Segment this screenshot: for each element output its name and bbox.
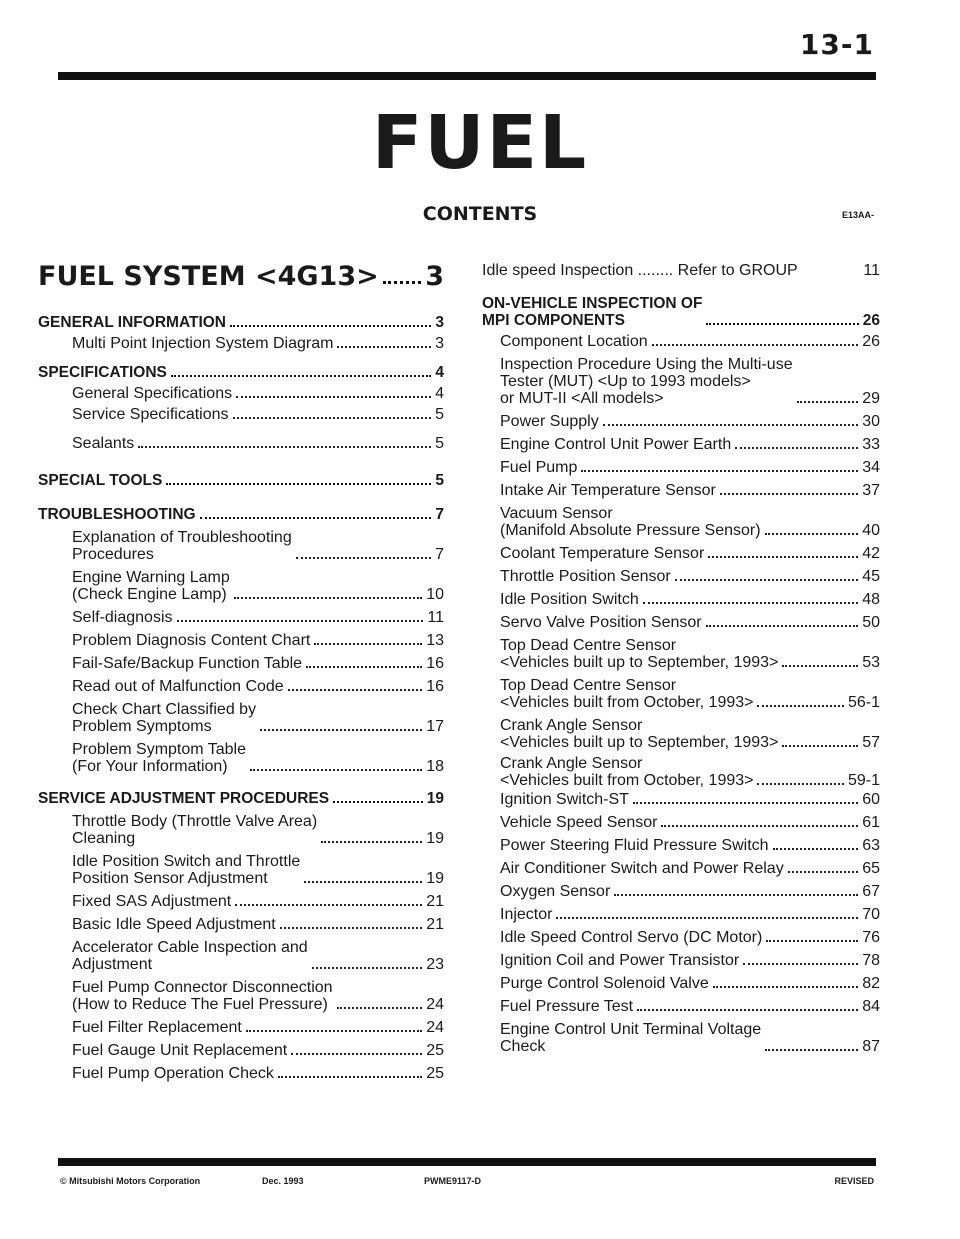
toc-entry-title: Vehicle Speed Sensor <box>500 814 658 831</box>
dot-leader <box>661 824 858 827</box>
toc-entry <box>38 472 444 489</box>
dot-leader <box>643 601 858 604</box>
toc-entry <box>38 569 444 603</box>
toc-entry <box>38 916 444 933</box>
toc-entry-page: 29 <box>862 390 880 407</box>
toc-entry <box>482 356 880 407</box>
toc-entry-title: Check Chart Classified by Problem Symptoms <box>72 701 257 735</box>
toc-entry <box>38 335 444 352</box>
toc-entry <box>38 506 444 523</box>
dot-leader <box>291 1052 422 1055</box>
toc-entry-page: 16 <box>426 655 444 672</box>
dot-leader <box>260 728 422 731</box>
toc-entry <box>482 459 880 476</box>
dot-leader <box>797 400 859 403</box>
toc-entry-title: Crank Angle Sensor <Vehicles built up to September, 1993> <box>500 717 779 751</box>
dot-leader <box>200 516 432 519</box>
toc-entry-page: 3 <box>435 314 444 331</box>
dot-leader <box>782 664 858 667</box>
toc-entry-page: 19 <box>426 790 444 807</box>
toc-entry-title: Basic Idle Speed Adjustment <box>72 916 276 933</box>
toc-entry-page: 7 <box>435 546 444 563</box>
toc-entry <box>38 609 444 626</box>
toc-entry-page: 48 <box>862 591 880 608</box>
toc-entry <box>38 1042 444 1059</box>
toc-entry-page: 42 <box>862 545 880 562</box>
dot-leader <box>603 423 858 426</box>
toc-entry <box>482 614 880 631</box>
toc-entry-page: 4 <box>435 364 444 381</box>
toc-entry-title: Fuel Pump Operation Check <box>72 1065 274 1082</box>
toc-entry-page: 19 <box>426 870 444 887</box>
toc-entry-page: 25 <box>426 1042 444 1059</box>
toc-entry-title: GENERAL INFORMATION <box>38 314 227 331</box>
dot-leader <box>773 847 859 850</box>
toc-entry <box>482 505 880 539</box>
toc-entry <box>482 717 880 751</box>
toc-entry-title: Accelerator Cable Inspection and Adjustment <box>72 939 308 973</box>
toc-entry-title: Self-diagnosis <box>72 609 173 626</box>
dot-leader <box>233 416 432 419</box>
dot-leader <box>637 1008 858 1011</box>
toc-entry-title: Fuel Pump <box>500 459 578 476</box>
toc-entry-title: Ignition Switch-ST <box>500 791 629 808</box>
toc-entry-page: 65 <box>862 860 880 877</box>
toc-entry <box>38 678 444 695</box>
toc-entry-title: Engine Control Unit Terminal Voltage Check <box>500 1021 762 1055</box>
toc-entry-page: 11 <box>427 609 444 626</box>
dot-leader <box>288 688 423 691</box>
dot-leader <box>788 870 859 873</box>
dot-leader <box>234 596 422 599</box>
toc-entry-page: 21 <box>426 893 444 910</box>
toc-entry-page: 4 <box>435 385 444 402</box>
toc-entry-title: Component Location <box>500 333 648 350</box>
toc-entry-title: Oxygen Sensor <box>500 883 611 900</box>
bottom-rule <box>58 1158 876 1166</box>
dot-leader <box>280 926 423 929</box>
toc-entry-page: 87 <box>862 1038 880 1055</box>
dot-leader <box>278 1075 422 1078</box>
toc-entry-title: General Specifications <box>72 385 233 402</box>
toc-entry-title: Top Dead Centre Sensor <Vehicles built up to September, 1993> <box>500 637 779 671</box>
toc-entry <box>482 883 880 900</box>
toc-entry-title: Read out of Malfunction Code <box>72 678 284 695</box>
footer-date: Dec. 1993 <box>262 1176 304 1186</box>
toc-entry-page: 60 <box>862 791 880 808</box>
toc-entry <box>38 364 444 381</box>
toc-entry <box>38 262 444 292</box>
toc-entry-page: 78 <box>862 952 880 969</box>
toc-entry <box>482 837 880 854</box>
toc-entry-page: 11 <box>863 262 880 279</box>
dot-leader <box>171 374 431 377</box>
dot-leader <box>802 274 860 275</box>
toc-entry-page: 3 <box>435 335 444 352</box>
footer-status: REVISED <box>834 1176 874 1186</box>
toc-entry-page: 19 <box>426 830 444 847</box>
dot-leader <box>708 555 858 558</box>
toc-right-column <box>482 262 880 1055</box>
toc-entry-page: 67 <box>862 883 880 900</box>
toc-entry-title: Idle Position Switch and Throttle Position Sensor Adjustment <box>72 853 301 887</box>
toc-entry <box>38 1019 444 1036</box>
toc-entry-page: 3 <box>425 261 444 292</box>
toc-entry-title: Ignition Coil and Power Transistor <box>500 952 740 969</box>
footer-copyright: © Mitsubishi Motors Corporation <box>60 1176 201 1186</box>
toc-entry-page: 17 <box>426 718 444 735</box>
dot-leader <box>633 801 858 804</box>
toc-entry-title: Vacuum Sensor (Manifold Absolute Pressure Sensor) <box>500 505 761 539</box>
dot-leader <box>757 782 843 785</box>
top-rule <box>58 72 876 80</box>
toc-entry <box>482 677 880 711</box>
toc-entry-page: 21 <box>426 916 444 933</box>
toc-entry-page: 5 <box>435 406 444 423</box>
dot-leader <box>766 939 858 942</box>
toc-entry-page: 30 <box>862 413 880 430</box>
toc-entry-page: 24 <box>426 1019 444 1036</box>
dot-leader <box>321 840 422 843</box>
toc-entry-title: Sealants <box>72 435 135 452</box>
toc-entry <box>38 1065 444 1082</box>
dot-leader <box>735 446 858 449</box>
dot-leader <box>230 324 431 327</box>
toc-entry-title: Multi Point Injection System Diagram <box>72 335 334 352</box>
toc-entry <box>482 637 880 671</box>
toc-entry-page: 25 <box>426 1065 444 1082</box>
toc-entry-page: 26 <box>862 312 880 329</box>
toc-entry <box>38 701 444 735</box>
toc-entry-page: 70 <box>862 906 880 923</box>
dot-leader <box>304 880 422 883</box>
toc-entry-title: Inspection Procedure Using the Multi-use Tester (MUT) <Up to 1993 models> or MUT-II <All models> <box>500 356 793 407</box>
toc-entry-title: Power Supply <box>500 413 599 430</box>
toc-entry-page: 18 <box>426 758 444 775</box>
toc-entry-title: ON-VEHICLE INSPECTION OF MPI COMPONENTS <box>482 295 703 329</box>
toc-entry-title: Explanation of Troubleshooting Procedures <box>72 529 292 563</box>
toc-entry-page: 84 <box>862 998 880 1015</box>
dot-leader <box>235 903 422 906</box>
toc-entry <box>38 790 444 807</box>
toc-entry <box>482 568 880 585</box>
toc-entry <box>482 906 880 923</box>
toc-entry-page: 5 <box>435 435 444 452</box>
toc-entry-title: FUEL SYSTEM <4G13> <box>38 261 379 292</box>
toc-entry-title: Service Specifications <box>72 406 229 423</box>
dot-leader <box>314 642 422 645</box>
dot-leader <box>383 280 421 284</box>
toc-entry-title: Throttle Body (Throttle Valve Area) Cleaning <box>72 813 318 847</box>
toc-entry <box>482 952 880 969</box>
toc-entry-title: Fuel Filter Replacement <box>72 1019 242 1036</box>
toc-entry-title: Idle Speed Control Servo (DC Motor) <box>500 929 763 946</box>
toc-entry-title: SERVICE ADJUSTMENT PROCEDURES <box>38 790 330 807</box>
contents-heading: CONTENTS <box>422 203 538 225</box>
toc-entry <box>482 436 880 453</box>
toc-entry <box>482 1021 880 1055</box>
toc-entry-title: Idle Position Switch <box>500 591 639 608</box>
toc-entry-page: 5 <box>435 472 444 489</box>
toc-entry-page: 45 <box>862 568 880 585</box>
toc-entry <box>38 314 444 331</box>
toc-entry-title: Engine Warning Lamp (Check Engine Lamp) <box>72 569 230 603</box>
toc-entry-title: Injector <box>500 906 553 923</box>
dot-leader <box>720 492 858 495</box>
toc-entry-title: Fixed SAS Adjustment <box>72 893 232 910</box>
dot-leader <box>166 482 431 485</box>
dot-leader <box>177 619 424 622</box>
page-number: 13-1 <box>799 28 874 61</box>
dot-leader <box>556 916 858 919</box>
toc-entry <box>482 333 880 350</box>
toc-entry-page: 76 <box>862 929 880 946</box>
toc-entry <box>482 591 880 608</box>
toc-entry <box>482 860 880 877</box>
toc-entry-title: Problem Symptom Table (For Your Information) <box>72 741 246 775</box>
dot-leader <box>337 345 431 348</box>
dot-leader <box>333 800 423 803</box>
toc-entry-title: Fuel Pressure Test <box>500 998 634 1015</box>
toc-entry-title: TROUBLESHOOTING <box>38 506 196 523</box>
toc-entry <box>38 632 444 649</box>
toc-entry <box>38 979 444 1013</box>
toc-entry <box>38 529 444 563</box>
toc-entry <box>482 545 880 562</box>
toc-entry-page: 24 <box>426 996 444 1013</box>
footer-code: PWME9117-D <box>424 1176 482 1186</box>
toc-entry <box>482 295 880 329</box>
toc-entry-page: 53 <box>862 654 880 671</box>
dot-leader <box>138 445 431 448</box>
toc-entry-title: Top Dead Centre Sensor <Vehicles built from October, 1993> <box>500 677 754 711</box>
chapter-title: FUEL <box>371 100 589 186</box>
toc-entry <box>482 755 880 789</box>
dot-leader <box>250 768 422 771</box>
toc-entry-page: 10 <box>426 586 444 603</box>
dot-leader <box>652 343 859 346</box>
toc-entry-page: 34 <box>862 459 880 476</box>
toc-entry-page: 50 <box>862 614 880 631</box>
toc-entry-title: SPECIAL TOOLS <box>38 472 163 489</box>
toc-entry-title: Throttle Position Sensor <box>500 568 671 585</box>
toc-entry-title: Idle speed Inspection ........ Refer to GROUP <box>482 262 798 279</box>
toc-entry-page: 7 <box>435 506 444 523</box>
toc-entry-title: Power Steering Fluid Pressure Switch <box>500 837 769 854</box>
dot-leader <box>713 985 858 988</box>
toc-entry <box>482 262 880 279</box>
toc-entry-title: Fuel Pump Connector Disconnection (How to Reduce The Fuel Pressure) <box>72 979 333 1013</box>
toc-entry <box>38 435 444 452</box>
toc-entry-title: Air Conditioner Switch and Power Relay <box>500 860 784 877</box>
toc-entry <box>482 929 880 946</box>
dot-leader <box>675 578 858 581</box>
toc-entry-page: 40 <box>862 522 880 539</box>
toc-entry <box>482 975 880 992</box>
dot-leader <box>706 322 858 325</box>
toc-entry-page: 37 <box>862 482 880 499</box>
toc-entry-title: Intake Air Temperature Sensor <box>500 482 716 499</box>
toc-entry-title: Problem Diagnosis Content Chart <box>72 632 311 649</box>
toc-entry <box>38 655 444 672</box>
dot-leader <box>296 556 431 559</box>
dot-leader <box>757 704 843 707</box>
toc-entry <box>482 482 880 499</box>
dot-leader <box>765 1048 858 1051</box>
toc-entry-title: Coolant Temperature Sensor <box>500 545 705 562</box>
toc-entry-page: 26 <box>862 333 880 350</box>
toc-entry-title: Fuel Gauge Unit Replacement <box>72 1042 288 1059</box>
toc-entry-page: 59-1 <box>847 772 880 789</box>
dot-leader <box>614 893 858 896</box>
toc-entry-page: 16 <box>426 678 444 695</box>
toc-entry <box>482 998 880 1015</box>
toc-entry-page: 13 <box>426 632 444 649</box>
toc-entry-title: Fail-Safe/Backup Function Table <box>72 655 303 672</box>
dot-leader <box>246 1029 422 1032</box>
toc-entry <box>482 791 880 808</box>
document-code: E13AA- <box>841 210 874 220</box>
dot-leader <box>743 962 858 965</box>
toc-entry <box>38 939 444 973</box>
dot-leader <box>765 532 859 535</box>
dot-leader <box>337 1006 423 1009</box>
dot-leader <box>581 469 858 472</box>
toc-entry <box>38 853 444 887</box>
dot-leader <box>312 966 423 969</box>
toc-entry-page: 57 <box>862 734 880 751</box>
toc-entry <box>482 814 880 831</box>
toc-entry-title: Servo Valve Position Sensor <box>500 614 702 631</box>
toc-entry-page: 61 <box>862 814 880 831</box>
toc-entry <box>38 741 444 775</box>
dot-leader <box>306 665 422 668</box>
dot-leader <box>782 744 858 747</box>
toc-entry <box>38 406 444 423</box>
toc-entry <box>38 813 444 847</box>
toc-left-column <box>38 262 444 1082</box>
toc-entry <box>38 385 444 402</box>
toc-entry <box>38 893 444 910</box>
dot-leader <box>706 624 859 627</box>
toc-entry-page: 63 <box>862 837 880 854</box>
toc-entry-title: SPECIFICATIONS <box>38 364 167 381</box>
toc-entry-title: Engine Control Unit Power Earth <box>500 436 732 453</box>
toc-entry-page: 23 <box>426 956 444 973</box>
toc-entry-page: 33 <box>862 436 880 453</box>
toc-entry <box>482 413 880 430</box>
dot-leader <box>236 395 431 398</box>
toc-entry-title: Purge Control Solenoid Valve <box>500 975 709 992</box>
toc-entry-title: Crank Angle Sensor <Vehicles built from October, 1993> <box>500 755 754 789</box>
toc-entry-page: 56-1 <box>847 694 880 711</box>
toc-entry-page: 82 <box>862 975 880 992</box>
